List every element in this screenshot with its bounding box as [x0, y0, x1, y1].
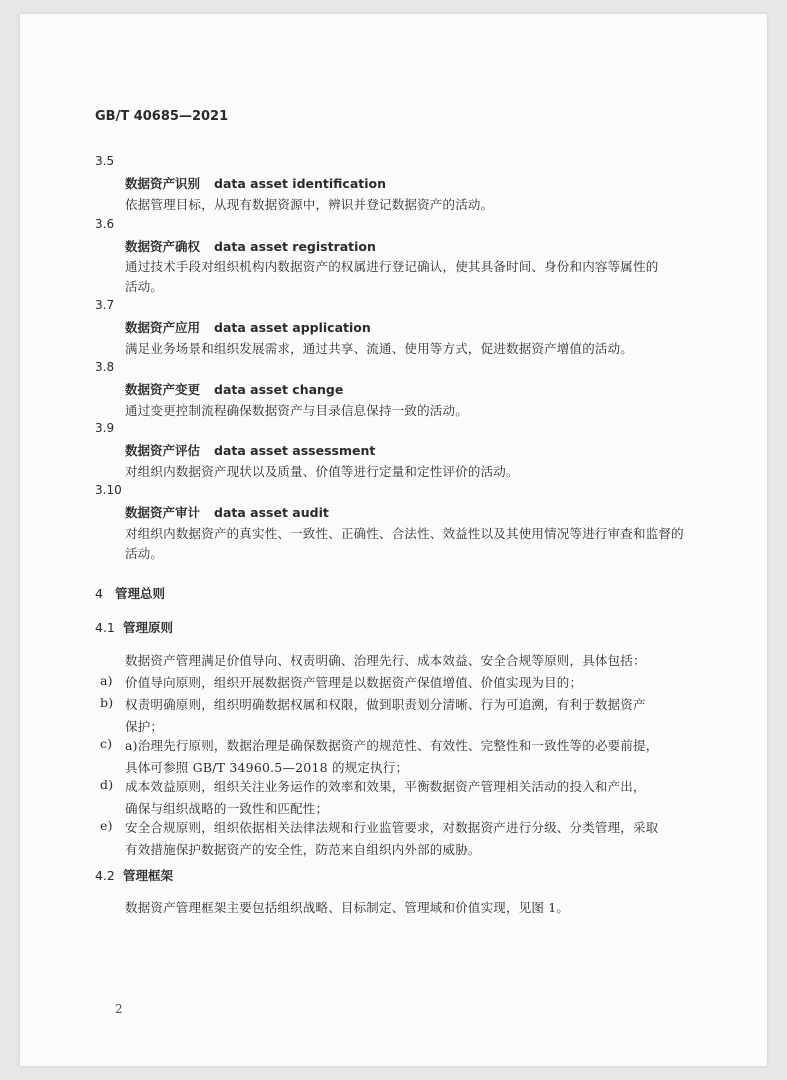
term-definition: 对组织内数据资产现状以及质量、价值等进行定量和定性评价的活动。: [125, 464, 519, 479]
term-number: 3.7: [95, 298, 115, 312]
standard-header: GB/T 40685—2021: [95, 109, 229, 124]
subsection-number: 4.2: [95, 868, 115, 883]
list-item: [100, 673, 740, 691]
term-en: data asset identification: [214, 176, 387, 191]
term-en: data asset audit: [214, 505, 329, 520]
list-marker: c): [100, 736, 113, 751]
term-number: 3.5: [95, 154, 115, 168]
term-definition-cont: 活动。: [125, 546, 164, 561]
list-marker: b): [100, 695, 114, 710]
list-item-text: 安全合规原则，组织依据相关法律法规和行业监管要求，对数据资产进行分级、分类管理，采取: [125, 820, 659, 835]
section-title: 管理总则: [115, 586, 166, 601]
term-number: 3.10: [95, 483, 122, 497]
term-definition: 通过变更控制流程确保数据资产与目录信息保持一致的活动。: [125, 403, 468, 418]
term-zh: 数据资产审计: [125, 505, 201, 520]
term-number: 3.8: [95, 360, 115, 374]
term-number: 3.6: [95, 217, 115, 231]
term-zh: 数据资产确权: [125, 239, 201, 254]
subsection-title: 管理框架: [123, 868, 174, 883]
term-definition-cont: 活动。: [125, 279, 164, 294]
term-definition: 通过技术手段对组织机构内数据资产的权属进行登记确认，使其具备时间、身份和内容等属性的: [125, 259, 659, 274]
list-marker: d): [100, 777, 114, 792]
term-title: [125, 237, 376, 255]
term-definition: 依据管理目标，从现有数据资源中，辨识并登记数据资产的活动。: [125, 197, 494, 212]
list-item: [100, 777, 740, 817]
term-en: data asset assessment: [214, 443, 376, 458]
subsection-heading: [95, 866, 173, 884]
list-item: [100, 818, 740, 858]
section-number: 4: [95, 586, 103, 601]
list-item: [100, 695, 740, 735]
term-title: [125, 503, 329, 521]
term-zh: 数据资产评估: [125, 443, 201, 458]
subsection-number: 4.1: [95, 620, 115, 635]
term-title: [125, 380, 343, 398]
document-page: [20, 14, 767, 1066]
term-en: data asset change: [214, 382, 344, 397]
list-item-text-cont: 确保与组织战略的一致性和匹配性；: [125, 801, 329, 816]
term-title: [125, 318, 371, 336]
list-item-text-cont: 具体可参照 GB/T 34960.5—2018 的规定执行；: [125, 760, 409, 775]
term-definition: 对组织内数据资产的真实性、一致性、正确性、合法性、效益性以及其使用情况等进行审查和监督的: [125, 526, 684, 541]
term-en: data asset registration: [214, 239, 376, 254]
list-marker: a): [100, 673, 113, 688]
list-item-text: 权责明确原则，组织明确数据权属和权限，做到职责划分清晰、行为可追溯，有利于数据资产: [125, 697, 646, 712]
term-title: [125, 174, 386, 192]
list-item-text: 价值导向原则，组织开展数据资产管理是以数据资产保值增值、价值实现为目的；: [125, 675, 583, 690]
list-item: [100, 736, 740, 776]
framework-paragraph: 数据资产管理框架主要包括组织战略、目标制定、管理域和价值实现，见图 1。: [125, 900, 570, 915]
term-zh: 数据资产应用: [125, 320, 201, 335]
page-number: 2: [115, 1002, 123, 1016]
term-en: data asset application: [214, 320, 371, 335]
list-marker: e): [100, 818, 113, 833]
list-item-text-cont: 保护；: [125, 719, 164, 734]
list-item-text-cont: 有效措施保护数据资产的安全性，防范来自组织内外部的威胁。: [125, 842, 481, 857]
list-item-text: a)治理先行原则，数据治理是确保数据资产的规范性、有效性、完整性和一致性等的必要前提，: [125, 738, 659, 753]
term-title: [125, 441, 375, 459]
term-zh: 数据资产识别: [125, 176, 201, 191]
subsection-heading: [95, 618, 173, 636]
term-definition: 满足业务场景和组织发展需求，通过共享、流通、使用等方式，促进数据资产增值的活动。: [125, 341, 634, 356]
subsection-title: 管理原则: [123, 620, 174, 635]
section-heading: [95, 584, 165, 602]
term-number: 3.9: [95, 421, 115, 435]
list-item-text: 成本效益原则，组织关注业务运作的效率和效果，平衡数据资产管理相关活动的投入和产出，: [125, 779, 646, 794]
principles-intro: 数据资产管理满足价值导向、权责明确、治理先行、成本效益、安全合规等原则，具体包括：: [125, 653, 646, 668]
term-zh: 数据资产变更: [125, 382, 201, 397]
